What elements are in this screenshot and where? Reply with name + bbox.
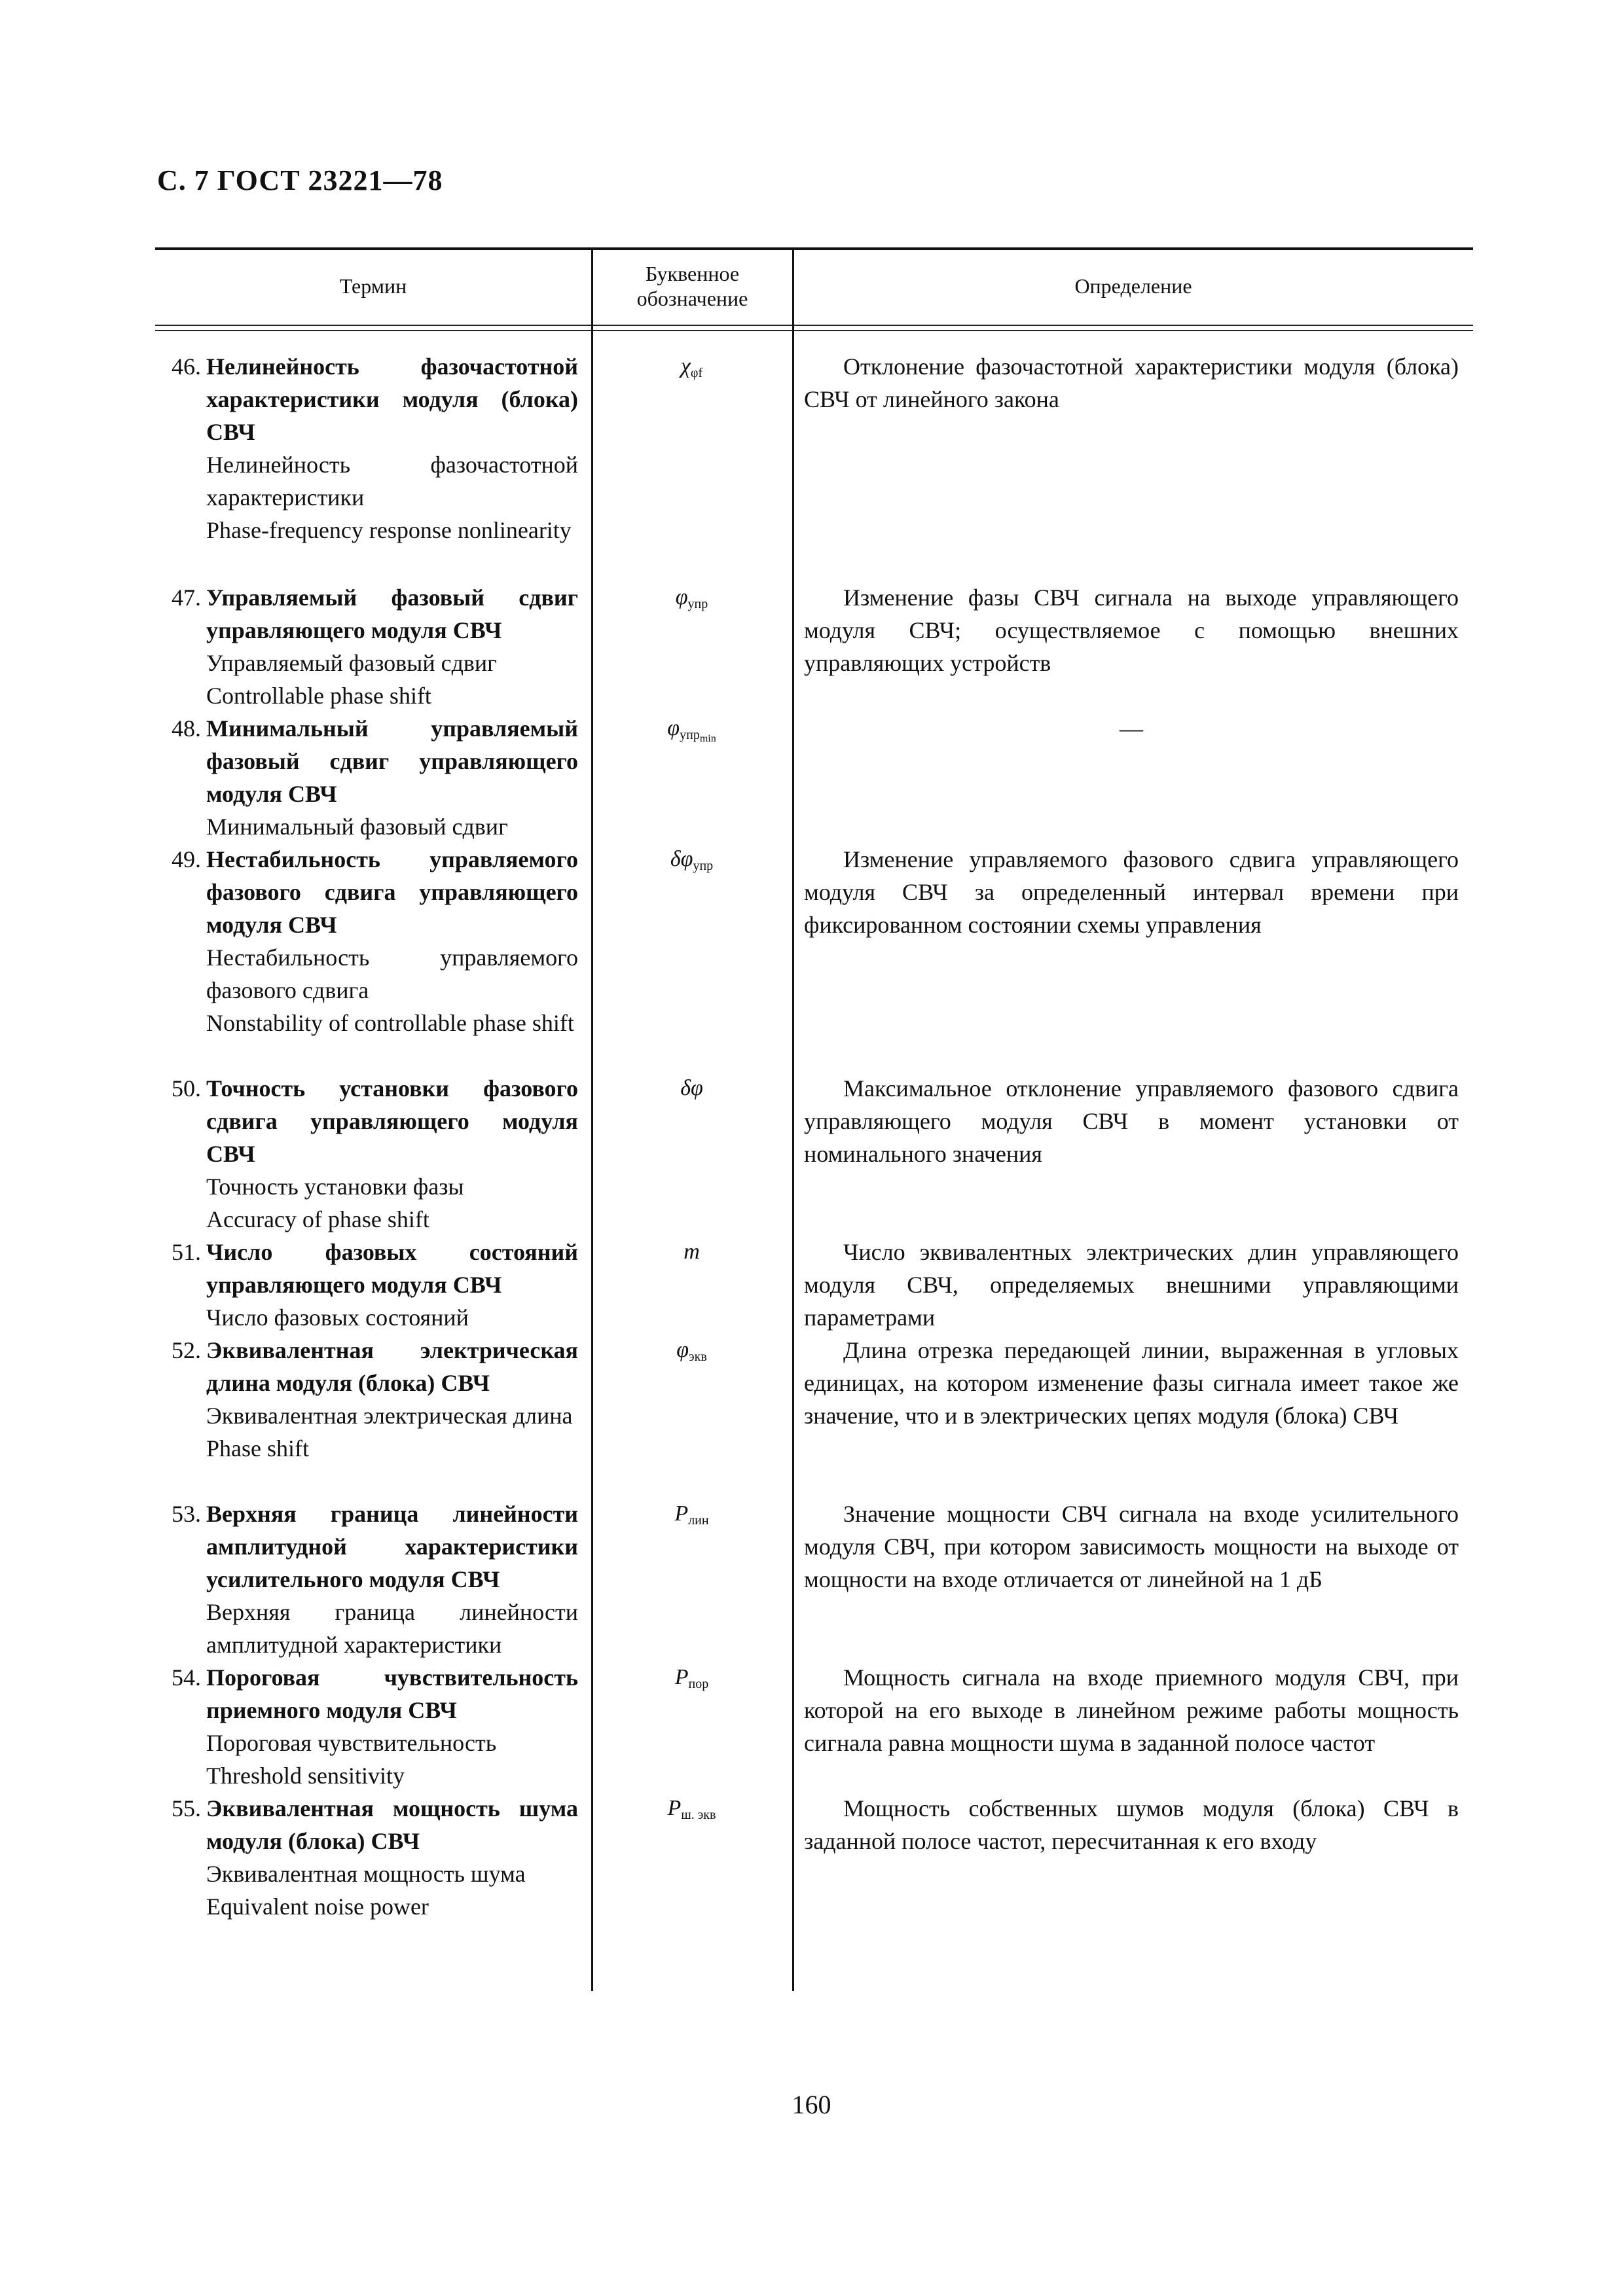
term-synonym: Пороговая чувствительность [206, 1730, 497, 1756]
term-synonym: Верхняя граница линейности амплитудной характеристики [206, 1599, 578, 1658]
term-title: Эквивалентная мощность шума модуля (блока) СВЧ [206, 1795, 578, 1854]
term-title: Пороговая чувствительность приемного модуля СВЧ [206, 1664, 578, 1723]
term-number: 51. [172, 1239, 201, 1265]
term-symbol-subscript: экв [689, 1350, 707, 1364]
term-synonym: Threshold sensitivity [206, 1763, 405, 1789]
term-cell [155, 843, 591, 1039]
table-row [155, 1334, 1473, 1465]
symbol-cell [591, 1498, 792, 1661]
term-symbol-subscript: упр [693, 859, 714, 873]
column-header-term: Термин [339, 274, 407, 298]
term-number: 49. [172, 846, 201, 872]
term-synonym: Нестабильность управляемого фазового сдвига [206, 944, 578, 1003]
page-number: 160 [792, 2090, 831, 2119]
symbol-cell [591, 1792, 792, 1923]
term-symbol-subscript: ш. экв [681, 1808, 716, 1822]
term-symbol: δφ [680, 1076, 703, 1100]
table-row [155, 712, 1473, 843]
term-cell [155, 1661, 591, 1792]
definition-cell: Число эквивалентных электрических длин управляющего модуля СВЧ, определяемых внешними управляющими параметрами [804, 1239, 1459, 1331]
symbol-cell [591, 1661, 792, 1792]
page-header: С. 7 ГОСТ 23221—78 [157, 164, 443, 196]
definition-cell: Длина отрезка передающей линии, выраженная в угловых единицах, на котором изменение фазы сигнала имеет такое же значение, что и в электрических цепях модуля (блока) СВЧ [804, 1337, 1459, 1429]
table-row [155, 1072, 1473, 1236]
term-symbol: δφ [670, 847, 693, 871]
term-number: 46. [172, 353, 201, 380]
term-symbol-subscript: упрmin [680, 728, 716, 744]
term-number: 53. [172, 1501, 201, 1527]
symbol-cell [591, 712, 792, 843]
table-row [155, 843, 1473, 1039]
term-number: 50. [172, 1075, 201, 1102]
term-cell [155, 1792, 591, 1923]
term-title: Нестабильность управляемого фазового сдвига управляющего модуля СВЧ [206, 846, 578, 938]
term-symbol-subscript: лин [688, 1513, 709, 1528]
term-synonym: Эквивалентная электрическая длина [206, 1403, 573, 1429]
definition-cell: Мощность сигнала на входе приемного модуля СВЧ, при которой на его выходе в линейном режиме работы мощность сигнала равна мощности шума в заданной полосе частот [804, 1664, 1459, 1756]
definition-cell: Значение мощности СВЧ сигнала на входе усилительного модуля СВЧ, при котором зависимость мощности на выходе от мощности на входе отличается от линейной на 1 дБ [804, 1501, 1459, 1592]
table-row [155, 1236, 1473, 1334]
definition-cell: Отклонение фазочастотной характеристики модуля (блока) СВЧ от линейного закона [804, 353, 1459, 412]
term-title: Нелинейность фазочастотной характеристики модуля (блока) СВЧ [206, 353, 578, 445]
term-cell [155, 1236, 591, 1334]
term-synonym: Эквивалентная мощность шума [206, 1861, 526, 1887]
term-title: Управляемый фазовый сдвиг управляющего модуля СВЧ [206, 584, 578, 643]
symbol-cell [591, 1236, 792, 1334]
term-symbol: P [674, 1501, 689, 1526]
column-header-definition: Определение [1074, 274, 1192, 298]
term-symbol: φ [676, 1338, 689, 1362]
table-row [155, 581, 1473, 712]
definition-cell: Изменение управляемого фазового сдвига управляющего модуля СВЧ за определенный интервал времени при фиксированном состоянии схемы управления [804, 846, 1459, 938]
table-row [155, 1792, 1473, 1923]
term-symbol-subscript: упр [687, 597, 708, 611]
term-synonym: Минимальный фазовый сдвиг [206, 814, 508, 840]
term-symbol: φ [667, 716, 680, 740]
term-title: Верхняя граница линейности амплитудной характеристики усилительного модуля СВЧ [206, 1501, 578, 1592]
term-symbol: P [674, 1665, 689, 1689]
header-rule [155, 325, 1473, 326]
definition-cell: — [1120, 715, 1143, 742]
column-header-symbol: Буквенное обозначение [636, 262, 748, 310]
definition-cell: Мощность собственных шумов модуля (блока) СВЧ в заданной полосе частот, пересчитанная к его входу [804, 1795, 1459, 1854]
term-cell [155, 1498, 591, 1661]
term-symbol: χ [680, 354, 691, 378]
symbol-cell [591, 581, 792, 712]
table-row [155, 1661, 1473, 1792]
term-cell [155, 581, 591, 712]
term-number: 48. [172, 715, 201, 742]
symbol-cell [591, 1072, 792, 1236]
term-number: 54. [172, 1664, 201, 1691]
symbol-cell [591, 843, 792, 1039]
term-synonym: Phase-frequency response nonlinearity [206, 517, 572, 543]
symbol-cell [591, 1334, 792, 1465]
term-synonym: Nonstability of controllable phase shift [206, 1010, 574, 1036]
table-row [155, 350, 1473, 547]
symbol-cell [591, 350, 792, 547]
term-symbol: φ [675, 585, 688, 609]
term-title: Эквивалентная электрическая длина модуля (блока) СВЧ [206, 1337, 578, 1396]
term-symbol-subsubscript: min [699, 733, 716, 744]
term-cell [155, 350, 591, 547]
header-rule [155, 330, 1473, 331]
term-number: 47. [172, 584, 201, 611]
term-symbol-subscript: пор [688, 1677, 709, 1691]
term-synonym: Нелинейность фазочастотной характеристики [206, 452, 578, 511]
term-symbol-subscript: φf [690, 366, 703, 380]
term-symbol: m [684, 1240, 700, 1264]
term-cell [155, 712, 591, 843]
definition-cell: Изменение фазы СВЧ сигнала на выходе управляющего модуля СВЧ; осуществляемое с помощью внешних управляющих устройств [804, 584, 1459, 676]
term-symbol: P [667, 1796, 682, 1820]
term-synonym: Equivalent noise power [206, 1893, 429, 1920]
term-synonym: Controllable phase shift [206, 683, 431, 709]
term-number: 55. [172, 1795, 201, 1821]
term-synonym: Управляемый фазовый сдвиг [206, 650, 497, 676]
term-synonym: Phase shift [206, 1435, 309, 1462]
term-synonym: Число фазовых состояний [206, 1304, 469, 1331]
definition-cell: Максимальное отклонение управляемого фазового сдвига управляющего модуля СВЧ в момент установки от номинального значения [804, 1075, 1459, 1167]
term-title: Точность установки фазового сдвига управляющего модуля СВЧ [206, 1075, 578, 1167]
term-synonym: Точность установки фазы [206, 1174, 464, 1200]
term-number: 52. [172, 1337, 201, 1363]
term-cell [155, 1072, 591, 1236]
term-title: Число фазовых состояний управляющего модуля СВЧ [206, 1239, 578, 1298]
term-synonym: Accuracy of phase shift [206, 1206, 429, 1232]
term-title: Минимальный управляемый фазовый сдвиг управляющего модуля СВЧ [206, 715, 578, 807]
term-cell [155, 1334, 591, 1465]
table-row [155, 1498, 1473, 1661]
